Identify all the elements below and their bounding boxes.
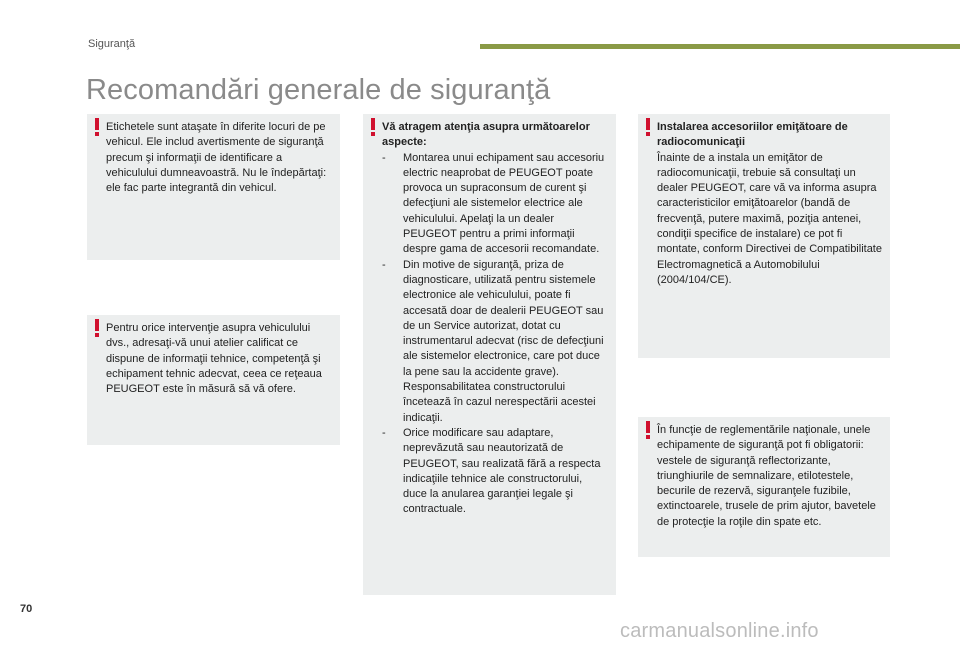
header-rule — [480, 44, 960, 49]
info-box-attention — [363, 114, 616, 595]
list-item: - Din motive de siguranţă, priza de diagnosticare, utilizată pentru sistemele electronice ale vehiculului, poate fi accesată doar de dealerii PEUGEOT sau de un Service autorizat, dotat cu instrumentarul adecvat (risc de defecţiuni ale sistemelor electronice, care pot duce la pene sau la accidente grave). Responsabilitatea constructorului încetează în cazul nerespectării acestei indicaţii. — [382, 258, 604, 424]
page-title: Recomandări generale de siguranţă — [86, 74, 551, 106]
list-item: - Orice modificare sau adaptare, neprevăzută sau neautorizată de PEUGEOT, sau realizată fără a respecta indicaţiile tehnice ale constructorului, duce la anularea garanţiei legale şi contractuale. — [382, 426, 601, 516]
info-box-regulations — [638, 417, 890, 557]
radio-text: Înainte de a instala un emiţător de radiocomunicaţii, trebuie să consultaţi un dealer PEUGEOT, care vă va informa asupra caracteristicilor emiţătoarelor (bandă de frecvenţă, putere maximă, poziţia antenei, condiţii specifice de instalare) ce pot fi montate, conform Directivei de Compatibilitate Electromagnetică a Automobilului (2004/104/CE). — [657, 151, 882, 286]
section-label: Siguranţă — [88, 38, 136, 50]
info-box-labels — [87, 114, 340, 260]
watermark: carmanualsonline.info — [620, 620, 819, 642]
exclamation-icon — [94, 118, 100, 136]
list-item-text: Orice modificare sau adaptare, neprevăzută sau neautorizată de PEUGEOT, sau realizată fără a respecta indicaţiile tehnice ale constructorului, duce la anularea garanţiei legale şi contractuale. — [403, 426, 601, 516]
attention-list — [382, 151, 608, 518]
exclamation-icon — [370, 118, 376, 136]
radio-heading: Instalarea accesoriilor emiţătoare de radiocomunicaţii — [657, 121, 848, 149]
page-number: 70 — [20, 603, 33, 615]
list-item-text: Din motive de siguranţă, priza de diagnosticare, utilizată pentru sistemele electronice ale vehiculului, poate fi accesată doar de dealerii PEUGEOT sau de un Service autorizat, dotat cu instrumentarul adecvat (risc de defecţiuni ale sistemelor electronice, care pot duce la pene sau la accidente grave). Responsabilitatea constructorului încetează în cazul nerespectării acestei indicaţii. — [403, 258, 604, 424]
info-box-service — [87, 315, 340, 445]
list-item: - Montarea unui echipament sau accesoriu electric neaprobat de PEUGEOT poate provoca un supraconsum de curent şi defecţiuni ale sistemelor electrice ale vehiculului. Apelaţi la un dealer PEUGEOT pentru a primi informaţii despre gama de accesorii recomandate. — [382, 151, 605, 256]
labels-text: Etichetele sunt ataşate în diferite locuri de pe vehicul. Ele includ avertismente de siguranţă precum şi informaţii de identificare a vehiculului dumneavoastră. Nu le îndepărtaţi: ele fac parte integrantă din vehicul. — [106, 121, 327, 195]
regulations-text: În funcţie de reglementările naţionale, unele echipamente de siguranţă pot fi obligatorii: vestele de siguranţă reflectorizante, triunghiurile de semnalizare, etilotestele, becurile de rezervă, siguranţele fuzibile, extinctoarele, trusele de prim ajutor, bavetele de protecţie la roţile din spate etc. — [657, 424, 876, 528]
exclamation-icon — [94, 319, 100, 337]
list-item-text: Montarea unui echipament sau accesoriu electric neaprobat de PEUGEOT poate provoca un supraconsum de curent şi defecţiuni ale sistemelor electrice ale vehiculului. Apelaţi la un dealer PEUGEOT pentru a primi informaţii despre gama de accesorii recomandate. — [403, 151, 605, 256]
info-box-radio — [638, 114, 890, 358]
service-text: Pentru orice intervenţie asupra vehiculului dvs., adresaţi-vă unui atelier calificat ce dispune de informaţii tehnice, competenţă şi echipament tehnic adecvat, ceea ce reţeaua PEUGEOT este în măsură să vă ofere. — [106, 322, 322, 396]
exclamation-icon — [645, 118, 651, 136]
exclamation-icon — [645, 421, 651, 439]
attention-heading: Vă atragem atenţia asupra următoarelor aspecte: — [382, 121, 590, 149]
